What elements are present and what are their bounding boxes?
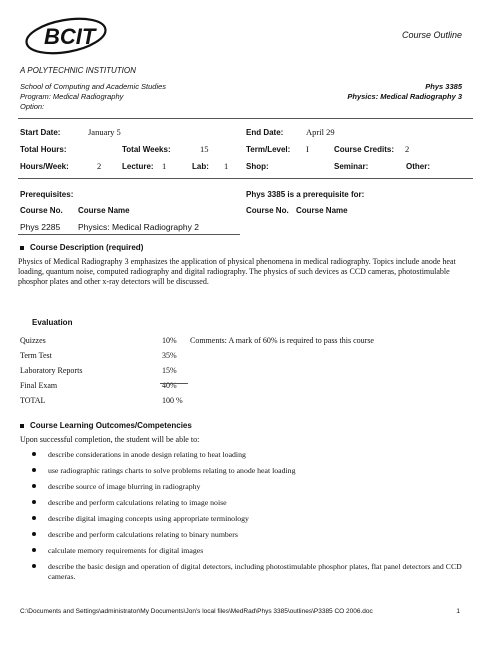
bullet-dot-icon xyxy=(32,516,36,520)
evaluation-item: Laboratory Reports xyxy=(20,366,83,375)
logo-text: BCIT xyxy=(44,24,96,49)
program-name: Program: Medical Radiography xyxy=(20,92,124,101)
hours-week-value: 2 xyxy=(97,161,102,171)
evaluation-item: TOTAL xyxy=(20,396,46,405)
bullet-dot-icon xyxy=(32,500,36,504)
outcomes-intro: Upon successful completion, the student will be able to: xyxy=(20,435,200,444)
bcit-logo xyxy=(22,12,114,60)
evaluation-percent: 15% xyxy=(162,366,177,375)
evaluation-percent: 35% xyxy=(162,351,177,360)
hours-week-label: Hours/Week: xyxy=(20,162,69,171)
outcome-item xyxy=(30,562,470,581)
bullet-dot-icon xyxy=(32,548,36,552)
prereq-course-name: Physics: Medical Radiography 2 xyxy=(78,222,199,232)
start-date-label: Start Date: xyxy=(20,128,61,137)
school-name: School of Computing and Academic Studies xyxy=(20,82,167,91)
square-bullet-icon xyxy=(20,424,24,428)
prereq-course-no: Phys 2285 xyxy=(20,222,61,232)
evaluation-percent: 10% xyxy=(162,336,177,345)
bullet-dot-icon xyxy=(32,452,36,456)
lecture-label: Lecture: xyxy=(122,162,154,171)
evaluation-comment: Comments: A mark of 60% is required to pass this course xyxy=(190,336,374,345)
course-code: Phys 3385 xyxy=(425,82,462,91)
course-outline-label: Course Outline xyxy=(401,30,462,40)
outcome-item xyxy=(30,466,470,476)
outcome-text: describe and perform calculations relating to image noise xyxy=(48,498,227,507)
course-title: Physics: Medical Radiography 3 xyxy=(347,92,462,101)
course-name-header-2: Course Name xyxy=(296,206,348,215)
outcome-text: describe source of image blurring in radiography xyxy=(48,482,201,491)
end-date-label: End Date: xyxy=(246,128,284,137)
evaluation-item: Quizzes xyxy=(20,336,46,345)
course-name-header: Course Name xyxy=(78,206,130,215)
start-date-value: January 5 xyxy=(88,127,121,137)
lab-value: 1 xyxy=(224,161,229,171)
outcome-text: calculate memory requirements for digital images xyxy=(48,546,204,555)
institution-tagline: A POLYTECHNIC INSTITUTION xyxy=(20,66,136,75)
lecture-value: 1 xyxy=(162,161,167,171)
total-weeks-label: Total Weeks: xyxy=(122,145,171,154)
outcome-item xyxy=(30,514,470,524)
total-weeks-value: 15 xyxy=(200,144,209,154)
description-text: Physics of Medical Radiography 3 emphasizes the application of physical phenomena in medical radiography. Topics include anode heat loading, quantum noise, computed radiography and digital radiography. The physics of such devices as CCD cameras, photostimulable phosphor plates and other x-ray detectors will be discussed. xyxy=(18,257,456,286)
outcomes-list xyxy=(30,450,470,588)
option-label: Option: xyxy=(20,102,45,111)
outcome-item xyxy=(30,450,470,460)
outcome-item xyxy=(30,546,470,556)
outcomes-title: Course Learning Outcomes/Competencies xyxy=(20,421,192,430)
credits-label: Course Credits: xyxy=(334,145,395,154)
prereq-for-label: Phys 3385 is a prerequisite for: xyxy=(246,190,365,199)
term-label: Term/Level: xyxy=(246,145,291,154)
outcome-text: describe digital imaging concepts using appropriate terminology xyxy=(48,514,249,523)
seminar-label: Seminar: xyxy=(334,162,369,171)
evaluation-percent: 100 % xyxy=(162,396,183,405)
evaluation-percent: 40% xyxy=(162,381,177,390)
total-divider xyxy=(160,383,188,384)
evaluation-title: Evaluation xyxy=(32,318,73,327)
credits-value: 2 xyxy=(405,144,410,154)
divider xyxy=(18,118,473,119)
outcome-item xyxy=(30,482,470,492)
outcome-text: describe the basic design and operation of digital detectors, including photostimulable phosphor plates, flat panel detectors and CCD cameras. xyxy=(48,562,462,581)
outcome-text: describe and perform calculations relating to binary numbers xyxy=(48,530,238,539)
divider xyxy=(18,178,473,179)
lab-label: Lab: xyxy=(192,162,209,171)
course-no-header-2: Course No. xyxy=(246,206,289,215)
total-hours-label: Total Hours: xyxy=(20,145,67,154)
outcome-item xyxy=(30,498,470,508)
description-title: Course Description (required) xyxy=(20,243,143,252)
course-no-header: Course No. xyxy=(20,206,63,215)
square-bullet-icon xyxy=(20,246,24,250)
footer-path: C:\Documents and Settings\administrator\My Documents\Jon's local files\MedRad\Phys 3385\outlines\P3385 CO 2006.doc xyxy=(20,608,373,615)
bullet-dot-icon xyxy=(32,564,36,568)
term-value: I xyxy=(306,144,309,154)
page-number: 1 xyxy=(456,608,460,615)
end-date-value: April 29 xyxy=(306,127,335,137)
evaluation-item: Term Test xyxy=(20,351,52,360)
bullet-dot-icon xyxy=(32,468,36,472)
outcome-text: use radiographic ratings charts to solve problems relating to anode heat loading xyxy=(48,466,296,475)
outcome-text: describe considerations in anode design relating to heat loading xyxy=(48,450,246,459)
evaluation-item: Final Exam xyxy=(20,381,58,390)
bullet-dot-icon xyxy=(32,532,36,536)
bullet-dot-icon xyxy=(32,484,36,488)
divider xyxy=(18,234,240,235)
prerequisites-label: Prerequisites: xyxy=(20,190,74,199)
other-label: Other: xyxy=(406,162,430,171)
outcome-item xyxy=(30,530,470,540)
shop-label: Shop: xyxy=(246,162,269,171)
